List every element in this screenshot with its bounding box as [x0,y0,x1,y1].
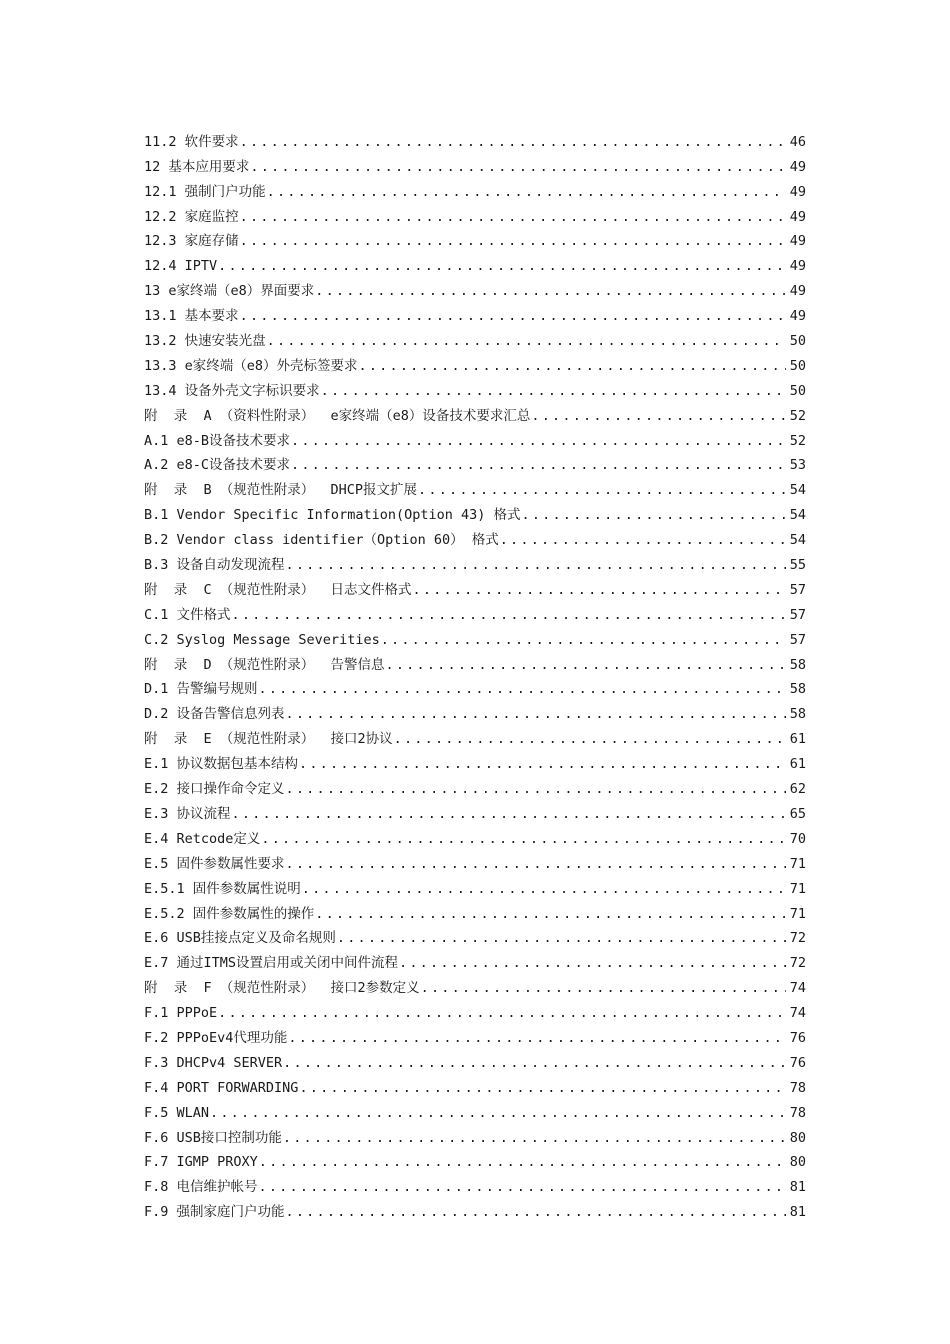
toc-dot-leader [302,879,786,899]
toc-dot-leader [286,779,786,799]
toc-entry[interactable] [144,699,806,724]
toc-dot-leader [283,1128,786,1148]
toc-entry-title: F.7 IGMP PROXY [144,1154,258,1171]
toc-entry-title: 附 录 B （规范性附录） DHCP报文扩展 [144,482,418,499]
toc-entry-page-number: 61 [789,756,806,773]
toc-entry-title: 13.4 设备外壳文字标识要求 [144,382,320,399]
toc-entry[interactable] [144,799,806,824]
toc-entry[interactable] [144,1148,806,1173]
toc-entry-page-number: 53 [789,457,806,474]
toc-entry-page-number: 74 [789,980,806,997]
toc-entry[interactable] [144,575,806,600]
toc-entry-title: F.6 USB接口控制功能 [144,1129,282,1146]
toc-entry[interactable] [144,152,806,177]
toc-entry[interactable] [144,276,806,301]
toc-entry[interactable] [144,973,806,998]
toc-entry-page-number: 49 [789,183,806,200]
toc-entry-page-number: 76 [789,1054,806,1071]
toc-entry-page-number: 52 [789,407,806,424]
toc-entry-page-number: 50 [789,357,806,374]
toc-entry[interactable] [144,625,806,650]
toc-entry[interactable] [144,650,806,675]
toc-entry-page-number: 49 [789,233,806,250]
toc-entry-title: 13 e家终端（e8）界面要求 [144,283,315,300]
toc-entry-title: 12.1 强制门户功能 [144,183,266,200]
toc-dot-leader [259,679,786,699]
toc-entry-page-number: 54 [789,482,806,499]
toc-entry-title: 附 录 D （规范性附录） 告警信息 [144,656,385,673]
toc-entry[interactable] [144,1197,806,1222]
toc-entry[interactable] [144,525,806,550]
toc-entry-page-number: 49 [789,158,806,175]
toc-entry-title: F.4 PORT FORWARDING [144,1079,299,1096]
toc-dot-leader [286,555,786,575]
toc-entry-title: E.1 协议数据包基本结构 [144,756,299,773]
toc-entry-page-number: 46 [789,133,806,150]
toc-entry[interactable] [144,451,806,476]
toc-entry-title: B.1 Vendor Specific Information(Option 43) 格式 [144,507,521,524]
toc-entry[interactable] [144,874,806,899]
toc-dot-leader [286,854,786,874]
toc-entry-page-number: 74 [789,1005,806,1022]
toc-entry-page-number: 71 [789,855,806,872]
toc-entry[interactable] [144,202,806,227]
toc-entry-title: C.1 文件格式 [144,606,231,623]
toc-entry-title: 13.2 快速安装光盘 [144,333,266,350]
toc-dot-leader [218,256,786,276]
toc-entry-page-number: 70 [789,830,806,847]
toc-dot-leader [500,530,786,550]
toc-entry[interactable] [144,948,806,973]
table-of-contents [144,127,806,1222]
toc-dot-leader [299,754,786,774]
toc-entry-title: 13.3 e家终端（e8）外壳标签要求 [144,357,358,374]
toc-entry-page-number: 52 [789,432,806,449]
toc-entry-title: E.2 接口操作命令定义 [144,781,285,798]
toc-entry-page-number: 49 [789,208,806,225]
toc-entry-page-number: 81 [789,1179,806,1196]
toc-entry-title: F.2 PPPoEv4代理功能 [144,1029,288,1046]
toc-entry-page-number: 78 [789,1079,806,1096]
toc-entry-page-number: 61 [789,731,806,748]
toc-entry-title: A.1 e8-B设备技术要求 [144,432,291,449]
toc-dot-leader [218,1003,786,1023]
toc-entry-page-number: 65 [789,805,806,822]
toc-dot-leader [315,904,786,924]
toc-entry-title: 12.2 家庭监控 [144,208,239,225]
toc-entry-title: B.2 Vendor class identifier（Option 60） 格式 [144,532,499,549]
toc-entry-title: F.8 电信维护帐号 [144,1179,258,1196]
toc-entry-title: F.5 WLAN [144,1104,210,1121]
toc-entry[interactable] [144,426,806,451]
toc-entry[interactable] [144,849,806,874]
toc-entry[interactable] [144,749,806,774]
toc-entry[interactable] [144,251,806,276]
toc-dot-leader [240,207,786,227]
toc-entry-title: 11.2 软件要求 [144,133,239,150]
toc-entry[interactable] [144,998,806,1023]
toc-entry[interactable] [144,550,806,575]
toc-entry[interactable] [144,401,806,426]
toc-entry-page-number: 54 [789,532,806,549]
toc-entry-title: C.2 Syslog Message Severities [144,631,380,648]
toc-entry[interactable] [144,1098,806,1123]
toc-dot-leader [259,1152,786,1172]
toc-entry-title: F.9 强制家庭门户功能 [144,1204,285,1221]
toc-dot-leader [232,804,786,824]
toc-dot-leader [399,953,786,973]
toc-dot-leader [386,655,786,675]
toc-entry-title: E.5.1 固件参数属性说明 [144,880,301,897]
toc-dot-leader [240,132,786,152]
toc-entry[interactable] [144,774,806,799]
toc-entry[interactable] [144,1172,806,1197]
toc-dot-leader [240,306,786,326]
toc-entry-title: E.5 固件参数属性要求 [144,855,285,872]
toc-entry-page-number: 50 [789,382,806,399]
toc-entry-title: B.3 设备自动发现流程 [144,557,285,574]
toc-entry-page-number: 72 [789,930,806,947]
toc-dot-leader [418,480,786,500]
toc-dot-leader [394,729,786,749]
toc-dot-leader [315,281,786,301]
toc-entry[interactable] [144,500,806,525]
toc-entry-page-number: 72 [789,955,806,972]
toc-entry-title: E.7 通过ITMS设置启用或关闭中间件流程 [144,955,399,972]
toc-entry-page-number: 58 [789,706,806,723]
toc-entry[interactable] [144,301,806,326]
toc-dot-leader [267,331,786,351]
toc-dot-leader [381,630,786,650]
toc-entry-title: F.1 PPPoE [144,1005,218,1022]
toc-entry-page-number: 76 [789,1029,806,1046]
toc-dot-leader [261,829,786,849]
toc-dot-leader [250,157,786,177]
toc-entry[interactable] [144,824,806,849]
toc-entry[interactable] [144,475,806,500]
toc-dot-leader [299,1078,786,1098]
toc-entry[interactable] [144,1123,806,1148]
toc-entry-page-number: 57 [789,631,806,648]
toc-entry-title: 12.3 家庭存储 [144,233,239,250]
toc-dot-leader [291,455,786,475]
toc-dot-leader [286,704,786,724]
toc-entry-title: E.5.2 固件参数属性的操作 [144,905,315,922]
toc-entry-title: E.4 Retcode定义 [144,830,261,847]
toc-entry-page-number: 71 [789,880,806,897]
toc-entry[interactable] [144,600,806,625]
toc-entry-title: 13.1 基本要求 [144,308,239,325]
toc-entry-title: F.3 DHCPv4 SERVER [144,1054,283,1071]
toc-dot-leader [291,431,786,451]
toc-entry-page-number: 57 [789,581,806,598]
toc-entry-title: 12 基本应用要求 [144,158,250,175]
toc-entry-title: E.6 USB挂接点定义及命名规则 [144,930,336,947]
toc-entry-page-number: 58 [789,681,806,698]
toc-dot-leader [286,1202,786,1222]
toc-entry-page-number: 58 [789,656,806,673]
toc-dot-leader [337,928,786,948]
toc-entry-page-number: 55 [789,557,806,574]
toc-dot-leader [531,406,786,426]
toc-entry-title: 附 录 A （资料性附录） e家终端（e8）设备技术要求汇总 [144,407,531,424]
toc-dot-leader [522,505,787,525]
toc-dot-leader [288,1028,786,1048]
toc-entry[interactable] [144,899,806,924]
toc-entry-page-number: 54 [789,507,806,524]
toc-entry[interactable] [144,227,806,252]
toc-entry-title: 附 录 F （规范性附录） 接口2参数定义 [144,980,420,997]
toc-entry[interactable] [144,1073,806,1098]
toc-dot-leader [232,605,786,625]
toc-entry-page-number: 49 [789,283,806,300]
toc-entry-title: 附 录 E （规范性附录） 接口2协议 [144,731,393,748]
toc-entry[interactable] [144,177,806,202]
toc-entry[interactable] [144,724,806,749]
toc-entry-title: E.3 协议流程 [144,805,231,822]
toc-entry[interactable] [144,1048,806,1073]
toc-entry[interactable] [144,675,806,700]
toc-entry[interactable] [144,351,806,376]
toc-entry-page-number: 50 [789,333,806,350]
toc-dot-leader [240,231,786,251]
toc-entry-page-number: 71 [789,905,806,922]
toc-dot-leader [259,1177,786,1197]
toc-dot-leader [359,356,786,376]
toc-entry-page-number: 62 [789,781,806,798]
toc-entry-title: 附 录 C （规范性附录） 日志文件格式 [144,581,412,598]
toc-entry[interactable] [144,1023,806,1048]
toc-entry-page-number: 78 [789,1104,806,1121]
toc-entry-title: D.1 告警编号规则 [144,681,258,698]
toc-entry-page-number: 80 [789,1154,806,1171]
toc-dot-leader [413,580,786,600]
toc-dot-leader [283,1053,786,1073]
toc-entry[interactable] [144,924,806,949]
toc-dot-leader [267,182,786,202]
toc-entry-page-number: 49 [789,258,806,275]
toc-entry-page-number: 80 [789,1129,806,1146]
toc-entry-title: 12.4 IPTV [144,258,218,275]
toc-entry-title: D.2 设备告警信息列表 [144,706,285,723]
toc-entry[interactable] [144,326,806,351]
toc-entry[interactable] [144,127,806,152]
toc-entry[interactable] [144,376,806,401]
toc-entry-page-number: 49 [789,308,806,325]
toc-dot-leader [321,381,786,401]
toc-dot-leader [421,978,786,998]
toc-entry-page-number: 81 [789,1204,806,1221]
toc-entry-title: A.2 e8-C设备技术要求 [144,457,291,474]
toc-entry-page-number: 57 [789,606,806,623]
toc-dot-leader [210,1103,786,1123]
